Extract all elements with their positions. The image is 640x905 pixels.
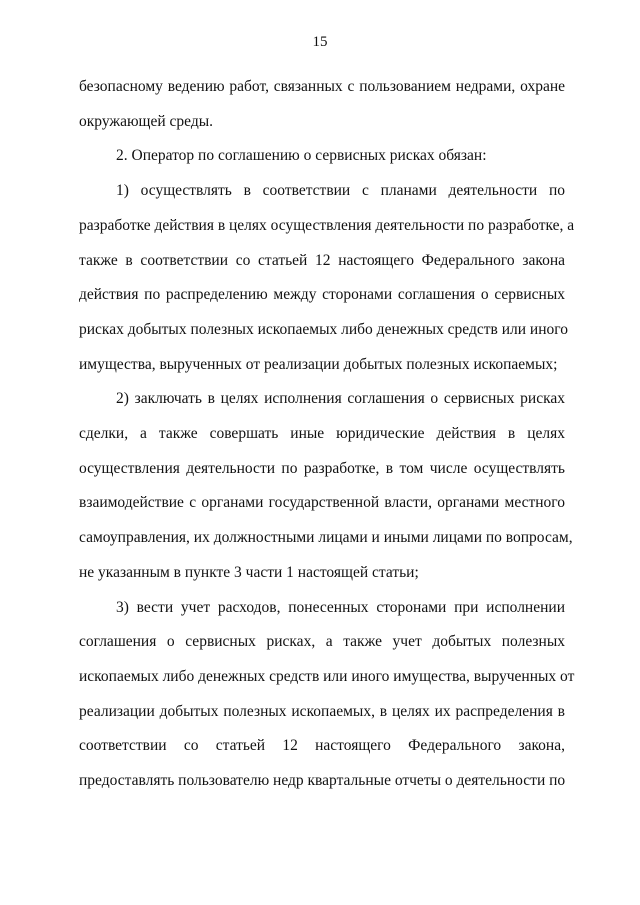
text-line: предоставлять пользователю недр квартальные отчеты о деятельности по: [79, 772, 566, 790]
text-line: 2. Оператор по соглашению о сервисных рисках обязан:: [116, 147, 487, 165]
text-line: самоуправления, их должностными лицами и иными лицами по вопросам,: [79, 529, 573, 547]
text-line: рисках добытых полезных ископаемых либо денежных средств или иного: [79, 320, 568, 338]
text-line: ископаемых либо денежных средств или иного имущества, вырученных от: [79, 667, 575, 685]
text-line: осуществления деятельности по разработке, в том числе осуществлять: [79, 459, 565, 477]
text-line: 3) вести учет расходов, понесенных сторонами при исполнении: [116, 598, 565, 616]
text-line: разработке действия в целях осуществления деятельности по разработке, а: [79, 216, 575, 234]
text-line: действия по распределению между сторонами соглашения о сервисных: [79, 286, 565, 304]
text-line: соглашения о сервисных рисках, а также учет добытых полезных: [79, 633, 565, 651]
text-line: взаимодействие с органами государственной власти, органами местного: [79, 494, 565, 512]
text-line: имущества, вырученных от реализации добытых полезных ископаемых;: [79, 355, 558, 373]
text-line: также в соответствии со статьей 12 настоящего Федерального закона: [79, 251, 565, 269]
text-line: безопасному ведению работ, связанных с пользованием недрами, охране: [79, 78, 565, 95]
text-line: соответствии со статьей 12 настоящего Федерального закона,: [79, 737, 565, 755]
page-number: 15: [312, 34, 328, 50]
text-line: 1) осуществлять в соответствии с планами деятельности по: [116, 182, 565, 200]
text-line: окружающей среды.: [79, 112, 214, 130]
text-line: сделки, а также совершать иные юридические действия в целях: [79, 425, 565, 443]
text-line: 2) заключать в целях исполнения соглашения о сервисных рисках: [116, 390, 565, 408]
text-line: реализации добытых полезных ископаемых, в целях их распределения в: [79, 702, 565, 720]
body-text: [79, 70, 575, 799]
text-line: не указанным в пункте 3 части 1 настоящей статьи;: [79, 563, 419, 581]
